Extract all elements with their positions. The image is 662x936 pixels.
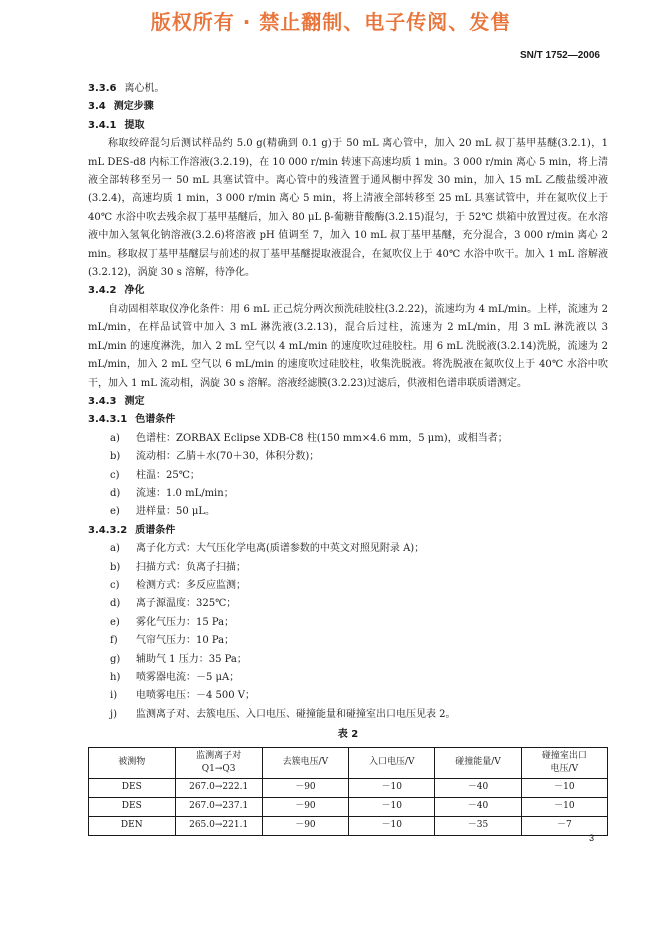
list-label: c) bbox=[110, 579, 120, 591]
extraction-paragraph: 称取绞碎混匀后测试样品约 5.0 g(精确到 0.1 g)于 50 mL 离心管中，加入 20 mL 叔丁基甲基醚(3.2.1)，1 mL DES-d8 内标工作溶液(3.2.19)，在 10 000 r/min 转速下高速均质 1 min。3 000 r/min 离心 5 min，将上清液全部转移至另一 50 mL 具塞试管中。离心管中的残渣置于通风橱中挥发 30 min，加入 15 mL 乙酸盐缓冲液(3.2.4)，高速均质 1 min，3 000 r/min 离心 5 min，将上清液全部转移至 25 mL 具塞试管中，并在氮吹仪上于 40℃ 水浴中吹去残余叔丁基甲基醚后，加入 80 μL β-葡糖苷酸酶(3.2.15)混匀，于 52℃ 烘箱中放置过夜。在水溶液中加入氢氧化钠溶液(3.2.6)将溶液 pH 值调至 7，加入 10 mL 叔丁基甲基醚，充分混合，3 000 r/min 离心 2 min。移取叔丁基甲基醚层与前述的叔丁基甲基醚提取液混合，在氮吹仪上于 40℃ 水浴中吹干。加入 1 mL 溶解液(3.2.12)，涡旋 30 s 溶解，待净化。 bbox=[88, 138, 608, 279]
list-item bbox=[88, 430, 608, 448]
section-number: 3.4.3 bbox=[88, 395, 117, 407]
list-item bbox=[88, 651, 608, 669]
table-cell: －40 bbox=[435, 778, 521, 797]
list-text: 检测方式：多反应监测； bbox=[136, 579, 246, 591]
table-row bbox=[89, 778, 608, 797]
list-item bbox=[88, 632, 608, 650]
list-item bbox=[88, 614, 608, 632]
section-number: 3.3.6 bbox=[88, 83, 117, 94]
list-item bbox=[88, 577, 608, 595]
list-label: g) bbox=[110, 653, 121, 665]
section-3-4-2 bbox=[88, 282, 608, 300]
list-text: 柱温：25℃； bbox=[136, 469, 200, 481]
list-item bbox=[88, 503, 608, 521]
header-text: 去簇电压/V bbox=[282, 757, 329, 768]
section-number: 3.4.2 bbox=[88, 285, 117, 297]
list-item bbox=[88, 448, 608, 466]
header-text: 被测物 bbox=[118, 757, 146, 768]
table-header-row bbox=[89, 747, 608, 778]
list-label: d) bbox=[110, 487, 121, 499]
header-text: 碰撞能量/V bbox=[455, 757, 501, 768]
mass-spec-conditions-list bbox=[88, 540, 608, 724]
table-cell: －40 bbox=[435, 797, 521, 816]
list-text: 辅助气 1 压力：35 Pa； bbox=[136, 653, 247, 665]
section-title: 离心机。 bbox=[124, 83, 165, 94]
table-header-cell bbox=[89, 747, 176, 778]
list-item bbox=[88, 540, 608, 558]
purification-paragraph: 自动固相萃取仪净化条件：用 6 mL 正己烷分两次预洗硅胶柱(3.2.22)，流速均为 4 mL/min。上样，流速为 2 mL/min，在样品试管中加入 3 mL 淋洗液(3.2.13)，混合后过柱，流速为 2 mL/min，用 3 mL 淋洗液以 3 mL/min 的速度淋洗，加入 2 mL 空气以 4 mL/min 的速度吹过硅胶柱。用 6 mL 洗脱液(3.2.14)洗脱，流速为 2 mL/min，加入 2 mL 空气以 6 mL/min 的速度吹过硅胶柱，收集洗脱液。将洗脱液在氮吹仪上于 40℃ 水浴中吹干，加入 1 mL 流动相，涡旋 30 s 溶解。溶液经滤膜(3.2.23)过滤后，供液相色谱串联质谱测定。 bbox=[88, 303, 608, 389]
table-header-cell bbox=[349, 747, 435, 778]
section-title: 净化 bbox=[124, 285, 145, 297]
section-3-4-1 bbox=[88, 117, 608, 135]
section-3-3-6 bbox=[88, 80, 608, 98]
list-label: j) bbox=[110, 708, 118, 720]
table-header-cell bbox=[175, 747, 262, 778]
table-cell: DES bbox=[89, 778, 176, 797]
list-text: 离子化方式：大气压化学电离(质谱参数的中英文对照见附录 A)； bbox=[136, 543, 425, 555]
table-header-cell bbox=[262, 747, 348, 778]
table-cell: －10 bbox=[521, 778, 607, 797]
list-text: 扫描方式：负离子扫描； bbox=[136, 561, 246, 573]
list-text: 流动相：乙腈＋水(70＋30，体积分数)； bbox=[136, 451, 320, 463]
table-cell: DEN bbox=[89, 816, 176, 835]
list-text: 气帘气压力：10 Pa； bbox=[136, 635, 235, 647]
list-text: 进样量：50 μL。 bbox=[136, 506, 216, 518]
section-3-4-3 bbox=[88, 393, 608, 411]
list-item bbox=[88, 467, 608, 485]
list-label: f) bbox=[110, 635, 118, 647]
copyright-watermark: 版权所有 · 禁止翻制、电子传阅、发售 bbox=[150, 10, 512, 34]
table-cell: －10 bbox=[521, 797, 607, 816]
table-header-cell bbox=[521, 747, 607, 778]
table-cell: 267.0→222.1 bbox=[175, 778, 262, 797]
section-number: 3.4.3.1 bbox=[88, 414, 128, 426]
list-item bbox=[88, 485, 608, 503]
table-cell: －90 bbox=[262, 778, 348, 797]
list-label: b) bbox=[110, 451, 121, 463]
section-title: 测定 bbox=[124, 395, 145, 407]
list-text: 雾化气压力：15 Pa； bbox=[136, 616, 235, 628]
section-number: 3.4.1 bbox=[88, 119, 117, 131]
list-label: h) bbox=[110, 672, 121, 683]
list-text: 流速：1.0 mL/min； bbox=[136, 487, 234, 499]
table-cell: －90 bbox=[262, 816, 348, 835]
table-cell: 265.0→221.1 bbox=[175, 816, 262, 835]
header-text: 监测离子对 Q1→Q3 bbox=[196, 750, 242, 774]
list-text: 监测离子对、去簇电压、入口电压、碰撞能量和碰撞室出口电压见表 2。 bbox=[136, 708, 456, 720]
table-cell: 267.0→237.1 bbox=[175, 797, 262, 816]
section-3-4 bbox=[88, 98, 608, 116]
table-row bbox=[89, 816, 608, 835]
table-cell: DES bbox=[89, 797, 176, 816]
list-text: 电喷雾电压：－4 500 V； bbox=[136, 690, 256, 702]
table-header-cell bbox=[435, 747, 521, 778]
list-label: c) bbox=[110, 469, 120, 481]
document-body bbox=[88, 80, 608, 836]
header-text: 碰撞室出口 电压/V bbox=[541, 750, 587, 774]
table-title: 表 2 bbox=[337, 729, 359, 741]
page-number: 3 bbox=[588, 833, 594, 843]
list-label: a) bbox=[110, 543, 120, 555]
section-3-4-3-1 bbox=[88, 411, 608, 429]
list-item bbox=[88, 706, 608, 724]
table-cell: －10 bbox=[349, 797, 435, 816]
section-title: 测定步骤 bbox=[113, 101, 154, 113]
table-cell: －35 bbox=[435, 816, 521, 835]
section-title: 质谱条件 bbox=[135, 524, 176, 536]
list-item bbox=[88, 559, 608, 577]
list-label: d) bbox=[110, 598, 121, 610]
table-cell: －10 bbox=[349, 816, 435, 835]
list-label: b) bbox=[110, 561, 121, 573]
section-title: 提取 bbox=[124, 119, 145, 131]
header-text: 入口电压/V bbox=[368, 757, 415, 768]
section-title: 色谱条件 bbox=[135, 414, 176, 426]
section-number: 3.4.3.2 bbox=[88, 524, 128, 536]
list-item bbox=[88, 595, 608, 613]
chromatography-conditions-list bbox=[88, 430, 608, 522]
section-number: 3.4 bbox=[88, 101, 106, 113]
section-3-4-3-2 bbox=[88, 522, 608, 540]
list-text: 离子源温度：325℃； bbox=[136, 598, 237, 610]
list-text: 色谱柱：ZORBAX Eclipse XDB-C8 柱(150 mm×4.6 mm，5 μm)，或相当者； bbox=[136, 432, 508, 444]
standard-code: SN/T 1752—2006 bbox=[519, 50, 600, 61]
list-label: e) bbox=[110, 506, 120, 518]
list-label: i) bbox=[110, 690, 118, 702]
list-item bbox=[88, 687, 608, 705]
table-cell: －7 bbox=[521, 816, 607, 835]
list-label: a) bbox=[110, 432, 120, 444]
list-item bbox=[88, 669, 608, 687]
list-label: e) bbox=[110, 616, 120, 628]
table-row bbox=[89, 797, 608, 816]
ion-pair-table bbox=[88, 747, 608, 836]
table-cell: －10 bbox=[349, 778, 435, 797]
list-text: 喷雾器电流：－5 μA； bbox=[136, 672, 240, 683]
table-cell: －90 bbox=[262, 797, 348, 816]
